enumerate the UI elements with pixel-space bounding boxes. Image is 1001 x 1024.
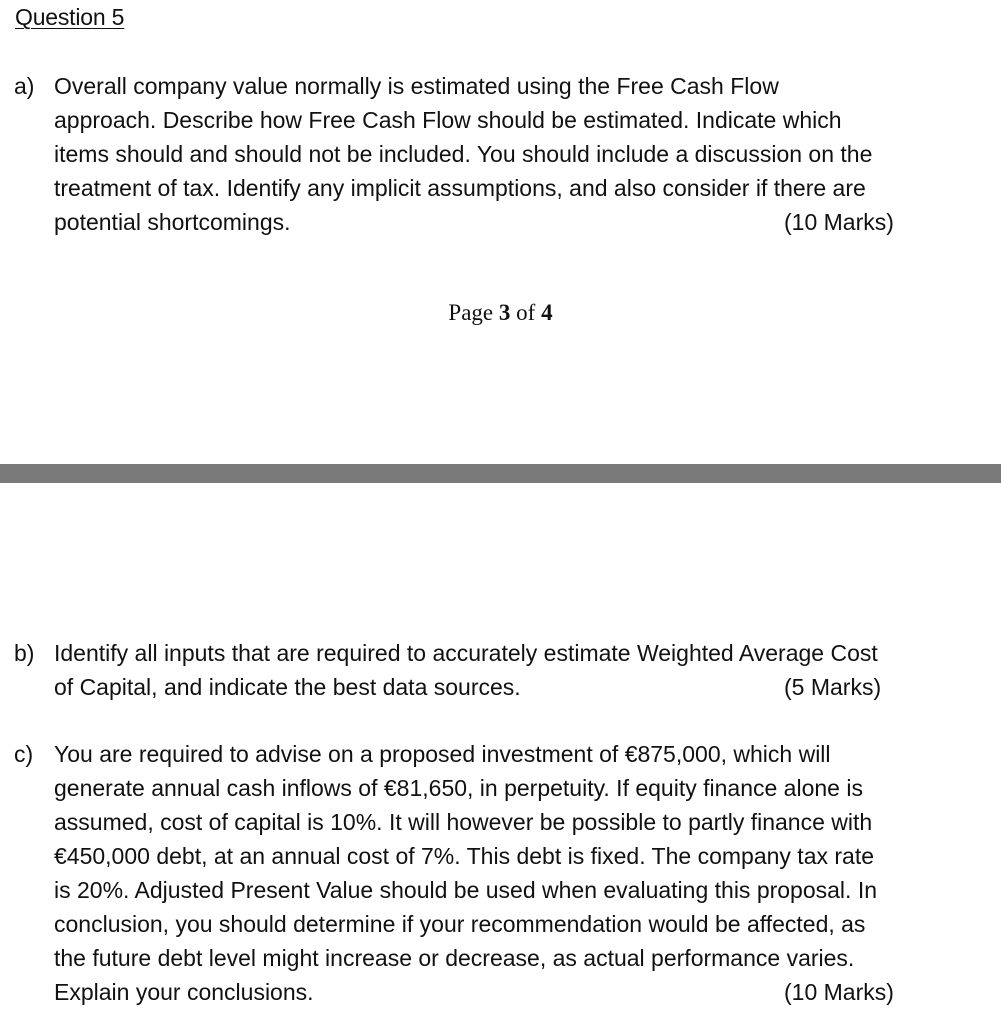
question-c-line: assumed, cost of capital is 10%. It will however be possible to partly finance with (54, 809, 873, 835)
question-a-line: treatment of tax. Identify any implicit assumptions, and also consider if there are (54, 175, 866, 201)
question-c-line: is 20%. Adjusted Present Value should be used when evaluating this proposal. In (54, 877, 878, 903)
question-heading: Question 5 (15, 4, 125, 30)
question-c-line: generate annual cash inflows of €81,650, in perpetuity. If equity finance alone is (54, 775, 863, 801)
page-number-current: 3 (498, 300, 511, 325)
question-a-marks: (10 Marks) (784, 209, 894, 235)
question-c-line: Explain your conclusions. (54, 979, 314, 1005)
question-b-text (54, 636, 977, 704)
question-a (14, 69, 977, 239)
question-b-marks: (5 Marks) (784, 674, 882, 700)
question-c-label: c) (14, 741, 34, 767)
page-number-prefix: Page (448, 300, 494, 325)
question-b-line: of Capital, and indicate the best data sources. (54, 674, 521, 700)
page-number-total: 4 (541, 300, 553, 325)
question-c-line: €450,000 debt, at an annual cost of 7%. This debt is fixed. The company tax rate (54, 843, 875, 869)
question-c-line: You are required to advise on a proposed investment of €875,000, which will (54, 741, 831, 767)
question-a-line: items should and should not be included. You should include a discussion on the (54, 141, 873, 167)
question-c-line: the future debt level might increase or decrease, as actual performance varies. (54, 945, 855, 971)
question-b (14, 636, 977, 704)
page-number (0, 300, 1001, 326)
question-a-line: potential shortcomings. (54, 209, 291, 235)
page-number-of: of (516, 300, 536, 325)
question-a-text (54, 69, 977, 239)
question-c-text (54, 737, 977, 1009)
question-c-marks: (10 Marks) (784, 979, 894, 1005)
question-b-last-line (54, 670, 977, 704)
question-a-line: approach. Describe how Free Cash Flow should be estimated. Indicate which (54, 107, 842, 133)
question-c-last-line (54, 975, 977, 1009)
question-b-line: Identify all inputs that are required to accurately estimate Weighted Average Cost (54, 640, 878, 666)
question-a-last-line (54, 205, 977, 239)
question-b-label: b) (14, 640, 35, 666)
question-c-line: conclusion, you should determine if your recommendation would be affected, as (54, 911, 866, 937)
page-divider (0, 464, 1001, 483)
question-a-label: a) (14, 73, 35, 99)
question-c (14, 737, 977, 1009)
question-a-line: Overall company value normally is estimated using the Free Cash Flow (54, 73, 779, 99)
